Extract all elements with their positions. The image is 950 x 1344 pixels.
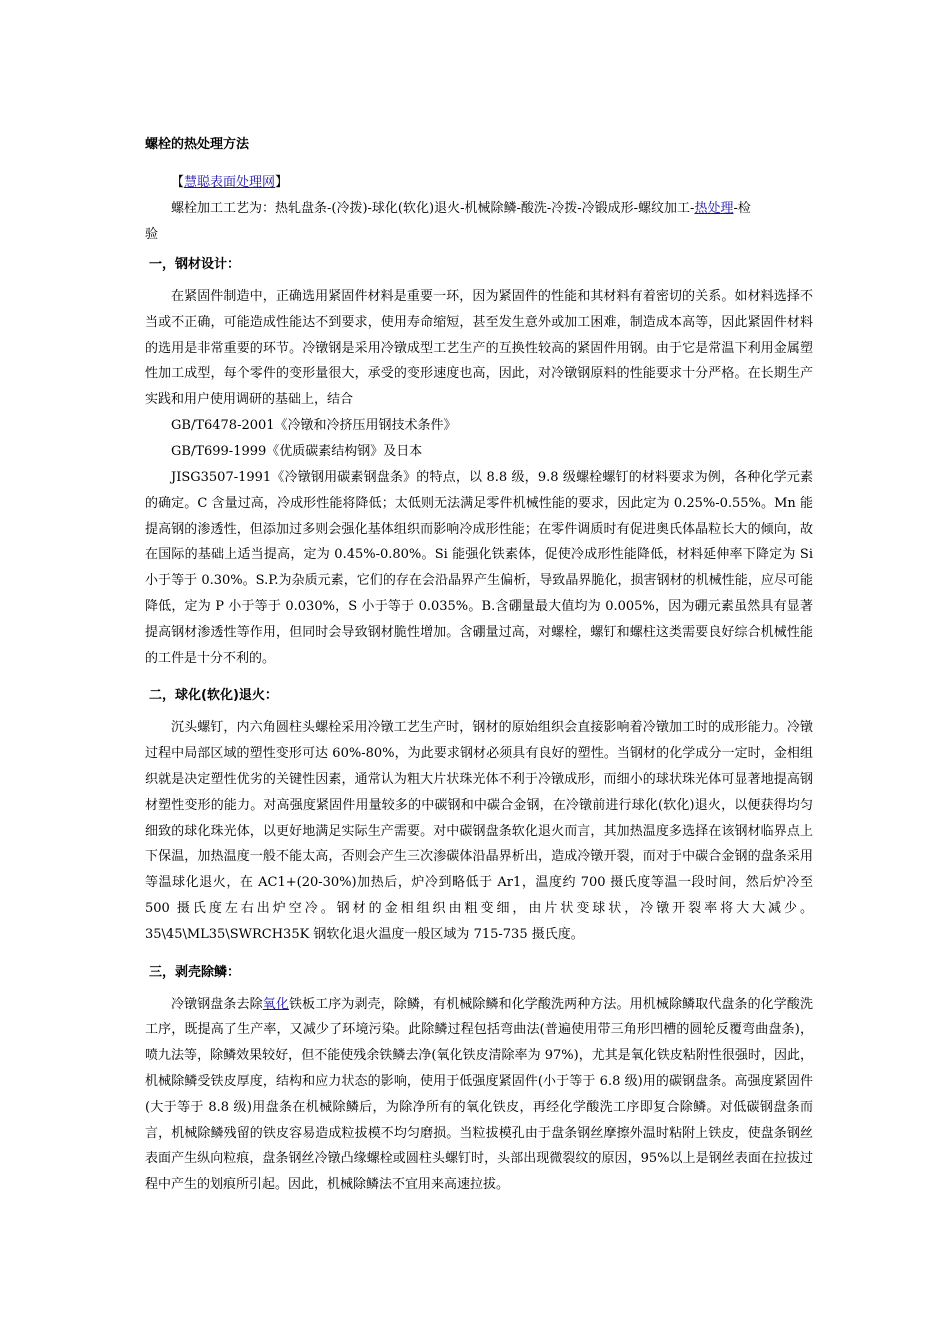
process-wrap: 验	[145, 227, 159, 242]
section-heading-annealing: 二，球化(软化)退火：	[149, 688, 278, 704]
process-suffix: -检	[733, 201, 751, 216]
source-bracket-close: 】	[275, 175, 289, 190]
section-heading-descaling: 三，剥壳除鳞：	[149, 964, 241, 980]
section-paragraph: 沉头螺钉，内六角圆柱头螺栓采用冷镦工艺生产时，钢材的原始组织会直接影响着冷镦加工时的成形能力。冷镦过程中局部区域的塑性变形可达 60%-80%，为此要求钢材必须具有良好的塑性。当钢材的化学成分一定时，金相组织就是决定塑性优劣的关键性因素，通常认为粗大片状珠光体不利于冷镦成形，而细小的球状珠光体可显著地提高钢材塑性变形的能力。对高强度紧固件用量较多的中碳钢和中碳合金钢，在冷镦前进行球化(软化)退火，以便获得均匀细致的球化珠光体，以更好地满足实际生产需要。对中碳钢盘条软化退火而言，其加热温度多选择在该钢材临界点上下保温，加热温度一般不能太高，否则会产生三次渗碳体沿晶界析出，造成冷镦开裂，而对于中碳合金钢的盘条采用等温球化退火，在 AC1+(20-30%)加热后，炉冷到略低于 Ar1，温度约 700 摄氏度等温一段时间，然后炉冷至 500 摄氏度左右出炉空冷。钢材的金相组织由粗变细，由片状变球状，冷镦开裂率将大大减少。35\45\ML35\SWRCH35K 钢软化退火温度一般区域为 715-735 摄氏度。	[145, 720, 813, 942]
standard-reference: GB/T699-1999《优质碳素结构钢》及日本	[171, 443, 423, 459]
section-heading-steel-design: 一，钢材设计：	[149, 257, 241, 272]
document-body	[145, 132, 813, 1198]
source-link[interactable]: 慧聪表面处理网	[184, 175, 276, 190]
standard-reference: GB/T6478-2001《冷镦和冷挤压用钢技术条件》	[171, 417, 457, 433]
section-paragraph: 在紧固件制造中，正确选用紧固件材料是重要一环，因为紧固件的性能和其材料有着密切的关系。如材料选择不当或不正确，可能造成性能达不到要求，使用寿命缩短，甚至发生意外或加工困难，制造成本高等，因此紧固件材料的选用是非常重要的环节。冷镦钢是采用冷镦成型工艺生产的互换性较高的紧固件用钢。由于它是常温下利用金属塑性加工成型，每个零件的变形量很大，承受的变形速度也高，因此，对冷镦钢原料的性能要求十分严格。在长期生产实践和用户使用调研的基础上，结合	[145, 289, 813, 408]
process-prefix: 螺栓加工工艺为：热轧盘条-(冷拨)-球化(软化)退火-机械除鳞-酸洗-冷拨-冷锻成形-螺纹加工-	[171, 201, 695, 216]
para-suffix: 铁板工序为剥壳，除鳞，有机械除鳞和化学酸洗两种方法。用机械除鳞取代盘条的化学酸洗工序，既提高了生产率，又减少了环境污染。此除鳞过程包括弯曲法(普遍使用带三角形凹槽的圆轮反覆弯曲盘条)，喷九法等，除鳞效果较好，但不能使残余铁鳞去净(氧化铁皮清除率为 97%)，尤其是氧化铁皮粘附性很强时，因此，机械除鳞受铁皮厚度，结构和应力状态的影响，使用于低强度紧固件(小于等于 6.8 级)用的碳钢盘条。高强度紧固件(大于等于 8.8 级)用盘条在机械除鳞后，为除净所有的氧化铁皮，再经化学酸洗工序即复合除鳞。对低碳钢盘条而言，机械除鳞残留的铁皮容易造成粒拔模不均匀磨损。当粒拔模孔由于盘条钢丝摩擦外温时粘附上铁皮，使盘条钢丝表面产生纵向粒痕，盘条钢丝冷镦凸缘螺栓或圆柱头螺钉时，头部出现微裂纹的原因，95%以上是钢丝表面在拉拔过程中产生的划痕所引起。因此，机械除鳞法不宜用来高速拉拔。	[145, 996, 813, 1193]
source-line	[145, 170, 813, 196]
section-paragraph	[145, 992, 813, 1198]
heat-treatment-link[interactable]: 热处理	[694, 201, 734, 216]
oxidation-link[interactable]: 氧化	[262, 996, 289, 1012]
source-bracket-open: 【	[171, 175, 185, 190]
document-title: 螺栓的热处理方法	[145, 137, 250, 152]
process-line	[145, 196, 813, 222]
section-paragraph: JISG3507-1991《冷镦钢用碳素钢盘条》的特点，以 8.8 级，9.8 级螺栓螺钉的材料要求为例，各种化学元素的确定。C 含量过高，冷成形性能将降低；太低则无法满足零件机械性能的要求，因此定为 0.25%-0.55%。Mn 能提高钢的渗透性，但添加过多则会强化基体组织而影响冷成形性能；在零件调质时有促进奥氏体晶粒长大的倾向，故在国际的基础上适当提高，定为 0.45%-0.80%。Si 能强化铁素体，促使冷成形性能降低，材料延伸率下降定为 Si 小于等于 0.30%。S.P.为杂质元素，它们的存在会沿晶界产生偏析，导致晶界脆化，损害钢材的机械性能，应尽可能降低，定为 P 小于等于 0.030%，S 小于等于 0.035%。B.含硼量最大值均为 0.005%，因为硼元素虽然具有显著提高钢材渗透性等作用，但同时会导致钢材脆性增加。含硼量过高，对螺栓，螺钉和螺柱这类需要良好综合机械性能的工件是十分不利的。	[145, 469, 813, 666]
para-prefix: 冷镦钢盘条去除	[171, 996, 263, 1012]
